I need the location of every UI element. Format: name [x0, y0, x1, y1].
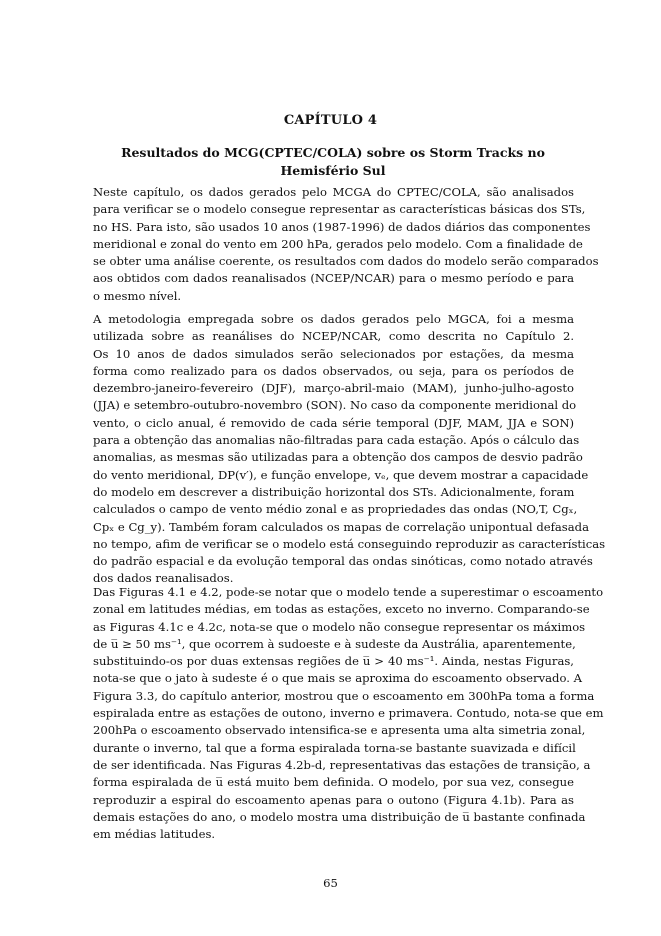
paragraph-line: Os 10 anos de dados simulados serão selecionados por estações, da mesma	[93, 346, 574, 361]
paragraph-line: utilizada sobre as reanálises do NCEP/NCAR, como descrita no Capítulo 2.	[93, 329, 574, 344]
paragraph-line: forma como realizado para os dados observados, ou seja, para os períodos de	[93, 363, 574, 378]
paragraph-line: Cpₓ e Cg_y). Também foram calculados os mapas de correlação unipontual defasada	[93, 519, 589, 534]
paragraph-line: do padrão espacial e da evolução temporal das ondas sinóticas, como notado através	[93, 554, 593, 569]
paragraph-line: A metodologia empregada sobre os dados gerados pelo MGCA, foi a mesma	[93, 312, 574, 326]
paragraph-line: dezembro-janeiro-fevereiro (DJF), março-abril-maio (MAM), junho-julho-agosto	[93, 381, 574, 396]
paragraph-line: Figura 3.3, do capítulo anterior, mostrou que o escoamento em 300hPa toma a forma	[93, 688, 595, 703]
paragraph-line: aos obtidos com dados reanalisados (NCEP/NCAR) para o mesmo período e para	[93, 271, 574, 286]
paragraph-line: de u̅ ≥ 50 ms⁻¹, que ocorrem à sudoeste e à sudeste da Austrália, aparentemente,	[93, 636, 576, 651]
paragraph-line: zonal em latitudes médias, em todas as estações, exceto no inverno. Comparando-se	[93, 602, 590, 617]
page-number: 65	[323, 876, 338, 890]
chapter-title-line-2: Hemisfério Sul	[280, 163, 386, 178]
paragraph-line: se obter uma análise coerente, os resultados com dados do modelo serão comparados	[93, 254, 599, 269]
paragraph-line: as Figuras 4.1c e 4.2c, nota-se que o modelo não consegue representar os máximos	[93, 619, 586, 634]
paragraph-line: demais estações do ano, o modelo mostra uma distribuição de u̅ bastante confinada	[93, 809, 586, 824]
paragraph-line: no tempo, afim de verificar se o modelo está conseguindo reproduzir as características	[93, 536, 606, 551]
paragraph-line: nota-se que o jato à sudeste é o que mais se aproxima do escoamento observado. A	[93, 671, 582, 686]
paragraph-line: durante o inverno, tal que a forma espiralada torna-se bastante suavizada e difícil	[93, 740, 576, 755]
paragraph-line: reproduzir a espiral do escoamento apenas para o outono (Figura 4.1b). Para as	[93, 792, 574, 807]
paragraph-line: em médias latitudes.	[93, 827, 216, 842]
paragraph-line: anomalias, as mesmas são utilizadas para a obtenção dos campos de desvio padrão	[93, 450, 583, 465]
paragraph-line: Das Figuras 4.1 e 4.2, pode-se notar que o modelo tende a superestimar o escoamento	[93, 585, 604, 599]
paragraph-line: para a obtenção das anomalias não-filtradas para cada estação. Após o cálculo das	[93, 433, 580, 448]
paragraph-line: dos dados reanalisados.	[93, 571, 234, 586]
paragraph-line: 200hPa o escoamento observado intensifica-se e apresenta uma alta simetria zonal,	[93, 723, 586, 738]
paragraph-line: espiralada entre as estações de outono, inverno e primavera. Contudo, nota-se que em	[93, 706, 604, 721]
paragraph-line: no HS. Para isto, são usados 10 anos (1987-1996) de dados diários das componentes	[93, 219, 591, 234]
chapter-title	[100, 144, 566, 180]
paragraph-line: para verificar se o modelo consegue representar as características básicas dos STs,	[93, 202, 586, 217]
paragraph-line: o mesmo nível.	[93, 288, 182, 303]
paragraph-line: Neste capítulo, os dados gerados pelo MCGA do CPTEC/COLA, são analisados	[93, 185, 574, 199]
paragraph-line: substituindo-os por duas extensas regiões de u̅ > 40 ms⁻¹. Ainda, nestas Figuras,	[93, 654, 574, 669]
paragraph-line: (JJA) e setembro-outubro-novembro (SON). No caso da componente meridional do	[93, 398, 577, 413]
paragraph-3	[93, 584, 604, 843]
paragraph-line: vento, o ciclo anual, é removido de cada série temporal (DJF, MAM, JJA e SON)	[93, 415, 574, 430]
paragraph-2	[93, 311, 606, 588]
paragraph-line: de ser identificada. Nas Figuras 4.2b-d, representativas das estações de transição, a	[93, 757, 591, 772]
paragraph-line: calculados o campo de vento médio zonal e as propriedades das ondas (NO,T, Cgₓ,	[93, 502, 578, 517]
paragraph-line: do modelo em descrever a distribuição horizontal dos STs. Adicionalmente, foram	[93, 484, 575, 499]
chapter-title-line-1: Resultados do MCG(CPTEC/COLA) sobre os Storm Tracks no	[121, 145, 545, 160]
paragraph-1	[93, 184, 599, 305]
paragraph-line: do vento meridional, DP(v′), e função envelope, vₑ, que devem mostrar a capacidade	[93, 467, 589, 482]
chapter-label: CAPÍTULO 4	[283, 113, 378, 128]
paragraph-line: forma espiralada de u̅ está muito bem definida. O modelo, por sua vez, consegue	[93, 775, 574, 790]
paragraph-line: meridional e zonal do vento em 200 hPa, gerados pelo modelo. Com a finalidade de	[93, 236, 583, 251]
